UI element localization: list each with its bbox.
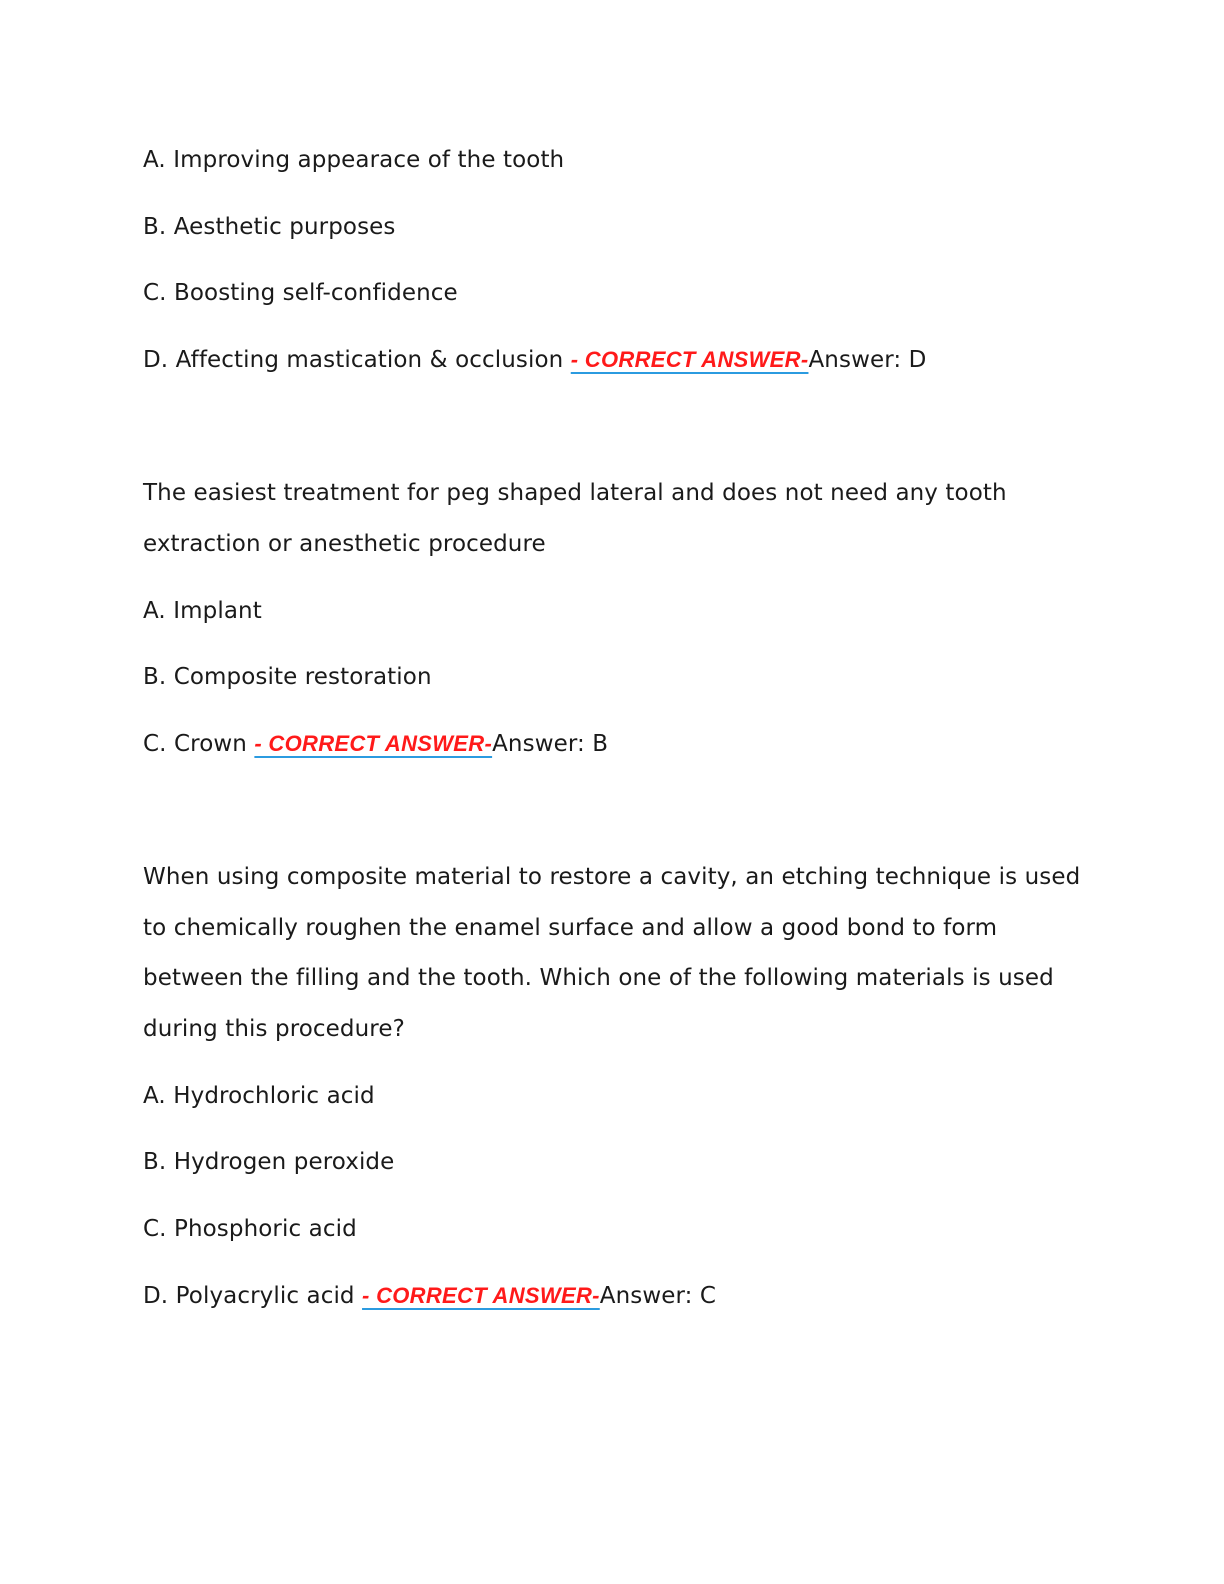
q3-option-c: C. Phosphoric acid: [143, 1216, 357, 1242]
q3-answer: Answer: C: [599, 1283, 717, 1309]
q1-option-c: C. Boosting self-confidence: [143, 280, 458, 306]
q3-question-line-2: to chemically roughen the enamel surface and allow a good bond to form: [143, 915, 998, 941]
q1-option-d: [143, 345, 926, 375]
q3-question-line-3: between the filling and the tooth. Which one of the following materials is used: [143, 965, 1054, 991]
q3-option-d: [143, 1281, 716, 1311]
q2-answer: Answer: B: [492, 731, 609, 757]
q3-option-d-text: D. Polyacrylic acid: [143, 1283, 363, 1309]
q2-option-b: B. Composite restoration: [143, 664, 432, 690]
q1-option-b: B. Aesthetic purposes: [143, 214, 396, 240]
q1-option-d-text: D. Affecting mastication & occlusion: [143, 347, 571, 373]
q2-correct-answer-marker: - CORRECT ANSWER-: [254, 731, 493, 756]
q3-question-line-1: When using composite material to restore a cavity, an etching technique is used: [143, 864, 1081, 890]
q3-option-a: A. Hydrochloric acid: [143, 1083, 375, 1109]
q2-option-a: A. Implant: [143, 598, 262, 624]
q2-question-line-2: extraction or anesthetic procedure: [143, 531, 546, 557]
q1-option-a: A. Improving appearace of the tooth: [143, 147, 565, 173]
q3-correct-answer-marker: - CORRECT ANSWER-: [362, 1283, 600, 1308]
q3-question-line-4: during this procedure?: [143, 1016, 405, 1042]
q1-answer: Answer: D: [808, 347, 927, 373]
q2-option-c-text: C. Crown: [143, 731, 255, 757]
q2-option-c: [143, 729, 608, 759]
q3-option-b: B. Hydrogen peroxide: [143, 1149, 395, 1175]
q2-question-line-1: The easiest treatment for peg shaped lateral and does not need any tooth: [143, 480, 1007, 506]
q1-correct-answer-marker: - CORRECT ANSWER-: [570, 347, 809, 372]
